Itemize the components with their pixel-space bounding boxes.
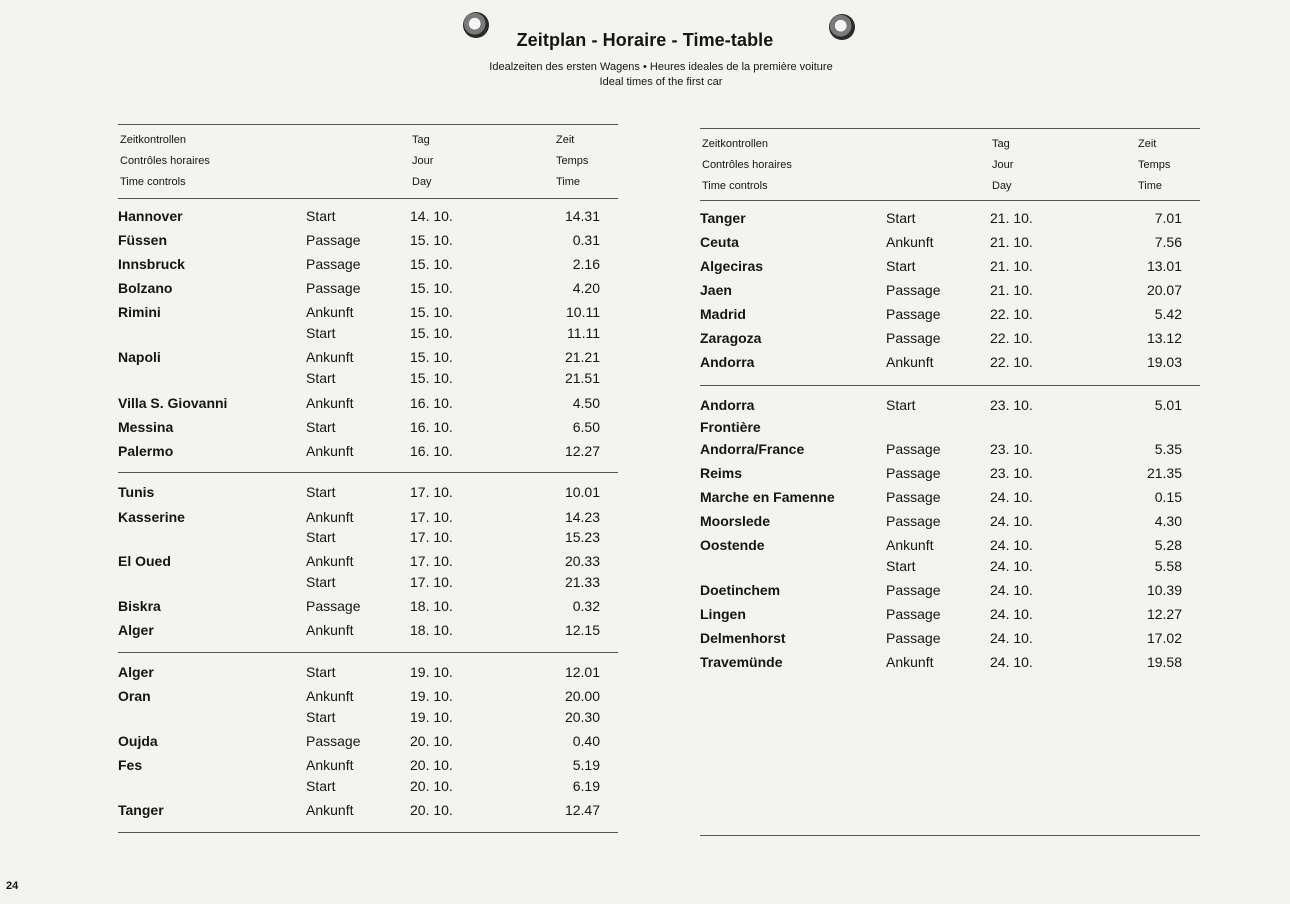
control-type: Ankunft	[886, 234, 934, 250]
control-day: 19. 10.	[410, 664, 453, 680]
control-place: Bolzano	[118, 280, 173, 296]
control-time: 19.58	[1146, 654, 1182, 670]
control-type: Start	[886, 258, 916, 274]
table-row	[118, 709, 618, 731]
control-day: 21. 10.	[990, 258, 1033, 274]
table-row	[700, 282, 1200, 304]
control-place: Frontière	[700, 419, 761, 435]
control-time: 12.47	[564, 802, 600, 818]
control-time: 13.01	[1146, 258, 1182, 274]
control-day: 17. 10.	[410, 484, 453, 500]
control-day: 24. 10.	[990, 582, 1033, 598]
control-type: Ankunft	[306, 395, 354, 411]
control-time: 4.50	[572, 395, 600, 411]
control-type: Ankunft	[306, 443, 354, 459]
control-place: Ceuta	[700, 234, 739, 250]
table-row	[700, 630, 1200, 652]
control-time: 0.15	[1154, 489, 1182, 505]
page-title: Zeitplan - Horaire - Time-table	[516, 30, 774, 50]
control-place: Messina	[118, 419, 174, 435]
control-time: 6.50	[572, 419, 600, 435]
control-time: 14.31	[564, 208, 600, 224]
control-day: 17. 10.	[410, 529, 453, 545]
control-time: 5.28	[1154, 537, 1182, 553]
control-place: Andorra	[700, 397, 755, 413]
left-section-rule-2	[118, 652, 618, 653]
table-row	[700, 306, 1200, 328]
table-row	[700, 513, 1200, 535]
control-time: 12.01	[564, 664, 600, 680]
control-day: 23. 10.	[990, 441, 1033, 457]
control-time: 10.39	[1146, 582, 1182, 598]
control-day: 18. 10.	[410, 622, 453, 638]
control-time: 12.27	[1146, 606, 1182, 622]
left-header-top-rule	[118, 124, 618, 125]
control-day: 15. 10.	[410, 256, 453, 272]
control-day: 14. 10.	[410, 208, 453, 224]
table-row	[118, 553, 618, 575]
control-type: Passage	[306, 232, 361, 248]
control-day: 17. 10.	[410, 553, 453, 569]
control-place: Tunis	[118, 484, 155, 500]
control-time: 0.40	[572, 733, 600, 749]
table-row	[700, 441, 1200, 463]
table-row	[118, 208, 618, 230]
control-place: Doetinchem	[700, 582, 781, 598]
control-type: Ankunft	[306, 757, 354, 773]
control-place: Madrid	[700, 306, 746, 322]
table-row	[118, 574, 618, 596]
control-type: Start	[306, 484, 336, 500]
control-day: 21. 10.	[990, 282, 1033, 298]
control-day: 20. 10.	[410, 778, 453, 794]
left-header-controls: Zeitkontrollen Contrôles horaires Time controls	[120, 134, 210, 188]
control-place: Delmenhorst	[700, 630, 786, 646]
control-day: 24. 10.	[990, 537, 1033, 553]
left-section-rule-1	[118, 472, 618, 473]
control-place: Innsbruck	[118, 256, 185, 272]
control-day: 24. 10.	[990, 654, 1033, 670]
control-time: 17.02	[1146, 630, 1182, 646]
table-row	[118, 622, 618, 644]
control-day: 24. 10.	[990, 513, 1033, 529]
control-type: Passage	[306, 256, 361, 272]
control-time: 21.21	[564, 349, 600, 365]
control-place: El Oued	[118, 553, 171, 569]
control-type: Start	[306, 325, 336, 341]
table-row	[700, 330, 1200, 352]
table-row	[700, 397, 1200, 419]
control-place: Lingen	[700, 606, 746, 622]
control-place: Zaragoza	[700, 330, 762, 346]
control-time: 15.23	[564, 529, 600, 545]
control-day: 15. 10.	[410, 280, 453, 296]
control-day: 24. 10.	[990, 630, 1033, 646]
control-day: 15. 10.	[410, 304, 453, 320]
control-time: 4.30	[1154, 513, 1182, 529]
control-type: Passage	[306, 733, 361, 749]
control-place: Travemünde	[700, 654, 783, 670]
control-type: Start	[306, 419, 336, 435]
control-day: 24. 10.	[990, 558, 1033, 574]
control-place: Biskra	[118, 598, 161, 614]
control-type: Passage	[886, 630, 941, 646]
control-place: Alger	[118, 622, 154, 638]
control-type: Passage	[886, 441, 941, 457]
table-row	[118, 484, 618, 506]
left-header-bottom-rule	[118, 198, 618, 199]
table-row	[118, 778, 618, 800]
table-row	[118, 529, 618, 551]
control-day: 24. 10.	[990, 489, 1033, 505]
control-time: 0.31	[572, 232, 600, 248]
right-bottom-rule	[700, 835, 1200, 836]
control-day: 23. 10.	[990, 397, 1033, 413]
table-row	[118, 757, 618, 779]
left-timetable	[118, 124, 618, 844]
control-day: 18. 10.	[410, 598, 453, 614]
table-row	[700, 558, 1200, 580]
control-time: 4.20	[572, 280, 600, 296]
control-time: 5.19	[572, 757, 600, 773]
table-row	[700, 234, 1200, 256]
control-day: 15. 10.	[410, 232, 453, 248]
control-type: Start	[306, 208, 336, 224]
table-row	[118, 598, 618, 620]
table-row	[700, 489, 1200, 511]
control-time: 5.58	[1154, 558, 1182, 574]
control-time: 20.33	[564, 553, 600, 569]
control-type: Start	[886, 397, 916, 413]
control-day: 19. 10.	[410, 709, 453, 725]
control-place: Palermo	[118, 443, 174, 459]
control-place: Andorra/France	[700, 441, 805, 457]
control-type: Passage	[886, 582, 941, 598]
control-type: Passage	[306, 598, 361, 614]
control-type: Ankunft	[886, 354, 934, 370]
control-time: 14.23	[564, 509, 600, 525]
control-day: 20. 10.	[410, 802, 453, 818]
control-time: 20.00	[564, 688, 600, 704]
control-type: Passage	[886, 465, 941, 481]
control-time: 20.30	[564, 709, 600, 725]
control-day: 20. 10.	[410, 733, 453, 749]
control-day: 15. 10.	[410, 325, 453, 341]
left-bottom-rule	[118, 832, 618, 833]
control-place: Fes	[118, 757, 143, 773]
table-row	[118, 304, 618, 326]
control-type: Ankunft	[306, 509, 354, 525]
control-day: 15. 10.	[410, 349, 453, 365]
control-type: Passage	[886, 489, 941, 505]
control-place: Oran	[118, 688, 151, 704]
table-row	[700, 354, 1200, 376]
control-time: 20.07	[1146, 282, 1182, 298]
table-row	[700, 210, 1200, 232]
control-place: Oostende	[700, 537, 765, 553]
table-row	[700, 465, 1200, 487]
control-place: Reims	[700, 465, 743, 481]
control-day: 17. 10.	[410, 509, 453, 525]
control-time: 0.32	[572, 598, 600, 614]
control-type: Ankunft	[886, 654, 934, 670]
control-time: 5.35	[1154, 441, 1182, 457]
table-row	[700, 537, 1200, 559]
page-subtitle-line1: Idealzeiten des ersten Wagens • Heures ideales de la première voiture	[489, 61, 833, 73]
control-day: 21. 10.	[990, 234, 1033, 250]
control-day: 20. 10.	[410, 757, 453, 773]
control-day: 23. 10.	[990, 465, 1033, 481]
control-type: Start	[306, 370, 336, 386]
table-row	[118, 395, 618, 417]
control-time: 13.12	[1146, 330, 1182, 346]
control-type: Ankunft	[306, 688, 354, 704]
control-place: Füssen	[118, 232, 168, 248]
control-type: Start	[886, 558, 916, 574]
control-day: 19. 10.	[410, 688, 453, 704]
control-day: 16. 10.	[410, 419, 453, 435]
control-place: Marche en Famenne	[700, 489, 835, 505]
table-row	[700, 582, 1200, 604]
control-type: Passage	[886, 606, 941, 622]
control-place: Jaen	[700, 282, 732, 298]
control-place: Andorra	[700, 354, 755, 370]
table-row	[118, 256, 618, 278]
control-time: 5.42	[1154, 306, 1182, 322]
control-type: Start	[306, 709, 336, 725]
control-type: Start	[886, 210, 916, 226]
control-place: Tanger	[700, 210, 746, 226]
control-type: Start	[306, 664, 336, 680]
control-time: 6.19	[572, 778, 600, 794]
control-place: Tanger	[118, 802, 164, 818]
control-place: Rimini	[118, 304, 161, 320]
table-row	[118, 280, 618, 302]
control-day: 24. 10.	[990, 606, 1033, 622]
table-row	[118, 349, 618, 371]
control-time: 7.56	[1154, 234, 1182, 250]
control-time: 21.33	[564, 574, 600, 590]
control-place: Oujda	[118, 733, 158, 749]
control-time: 7.01	[1154, 210, 1182, 226]
table-row	[118, 325, 618, 347]
table-row	[700, 606, 1200, 628]
right-header-top-rule	[700, 128, 1200, 129]
control-place: Alger	[118, 664, 154, 680]
control-day: 22. 10.	[990, 354, 1033, 370]
control-type: Passage	[306, 280, 361, 296]
control-time: 12.27	[564, 443, 600, 459]
table-row	[118, 232, 618, 254]
table-row	[118, 509, 618, 531]
control-day: 16. 10.	[410, 443, 453, 459]
table-row	[700, 258, 1200, 280]
control-type: Start	[306, 529, 336, 545]
control-place: Kasserine	[118, 509, 185, 525]
control-type: Passage	[886, 306, 941, 322]
control-place: Algeciras	[700, 258, 764, 274]
right-header-day: Tag Jour Day	[992, 138, 1014, 192]
control-time: 21.35	[1146, 465, 1182, 481]
table-row	[118, 688, 618, 710]
left-header-time: Zeit Temps Time	[556, 134, 589, 188]
table-row	[700, 654, 1200, 676]
control-place: Napoli	[118, 349, 161, 365]
control-type: Passage	[886, 513, 941, 529]
control-type: Start	[306, 574, 336, 590]
page-number: 24	[6, 880, 19, 892]
control-day: 17. 10.	[410, 574, 453, 590]
control-type: Passage	[886, 330, 941, 346]
control-type: Ankunft	[306, 622, 354, 638]
control-type: Ankunft	[306, 553, 354, 569]
left-header-day: Tag Jour Day	[412, 134, 434, 188]
table-row	[118, 443, 618, 465]
right-timetable	[700, 128, 1200, 840]
control-time: 5.01	[1154, 397, 1182, 413]
control-place: Villa S. Giovanni	[118, 395, 228, 411]
control-time: 19.03	[1146, 354, 1182, 370]
control-time: 2.16	[572, 256, 600, 272]
control-time: 10.11	[566, 304, 600, 320]
table-row	[118, 664, 618, 686]
control-type: Ankunft	[306, 802, 354, 818]
control-type: Ankunft	[306, 304, 354, 320]
control-type: Ankunft	[886, 537, 934, 553]
control-type: Start	[306, 778, 336, 794]
control-place: Hannover	[118, 208, 183, 224]
control-time: 11.11	[567, 325, 600, 341]
table-row	[118, 802, 618, 824]
control-day: 22. 10.	[990, 330, 1033, 346]
control-type: Passage	[886, 282, 941, 298]
table-row	[700, 419, 1200, 441]
control-day: 21. 10.	[990, 210, 1033, 226]
right-header-time: Zeit Temps Time	[1138, 138, 1171, 192]
control-place: Moorslede	[700, 513, 771, 529]
table-row	[118, 733, 618, 755]
control-time: 10.01	[564, 484, 600, 500]
table-row	[118, 370, 618, 392]
control-day: 16. 10.	[410, 395, 453, 411]
right-header-controls: Zeitkontrollen Contrôles horaires Time controls	[702, 138, 792, 192]
right-header-bottom-rule	[700, 200, 1200, 201]
control-type: Ankunft	[306, 349, 354, 365]
table-row	[118, 419, 618, 441]
right-section-rule	[700, 385, 1200, 386]
control-day: 15. 10.	[410, 370, 453, 386]
page-subtitle-line2: Ideal times of the first car	[599, 76, 723, 88]
control-time: 21.51	[564, 370, 600, 386]
control-day: 22. 10.	[990, 306, 1033, 322]
control-time: 12.15	[564, 622, 600, 638]
